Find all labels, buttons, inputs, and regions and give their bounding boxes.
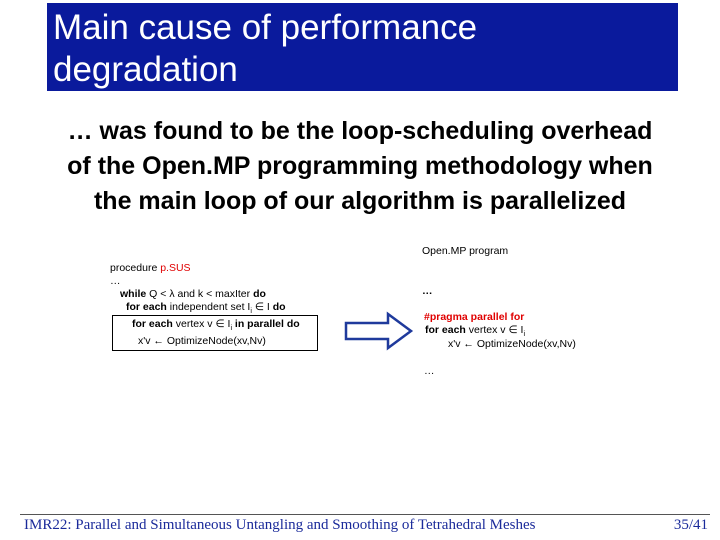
slide-title-line-2: degradation <box>53 50 238 89</box>
body-line-1: … was found to be the loop-scheduling overhead <box>67 117 653 145</box>
foreach-set-keyword: for each <box>126 301 167 313</box>
foreach-vertex-tail: in parallel do <box>232 318 300 331</box>
footer-text: IMR22: Parallel and Simultaneous Untangling and Smoothing of Tetrahedral Meshes <box>24 517 536 533</box>
while-do: do <box>253 288 266 300</box>
footer-divider <box>20 514 710 515</box>
slide-body-text <box>0 114 720 219</box>
procedure-name: p.SUS <box>160 262 191 274</box>
while-line <box>110 288 325 301</box>
openmp-ellipsis-top: … <box>422 285 433 297</box>
foreach-set-subscript: i <box>250 308 252 316</box>
foreach-vertex-keyword: for each <box>132 318 173 331</box>
pragma-line: #pragma parallel for <box>424 311 525 323</box>
slide-title-line-1: Main cause of performance <box>53 8 478 47</box>
procedure-keyword: procedure <box>110 262 161 274</box>
openmp-assign-line: x'v ← OptimizeNode(xv,Nv) <box>448 338 576 350</box>
left-ellipsis: … <box>110 275 121 287</box>
right-arrow-icon <box>344 311 414 351</box>
while-keyword: while <box>120 288 147 300</box>
body-line-3: the main loop of our algorithm is parallelized <box>93 187 626 215</box>
procedure-line <box>110 262 325 275</box>
openmp-header: Open.MP program <box>422 245 509 257</box>
while-condition: Q < λ and k < maxIter <box>146 288 254 300</box>
foreach-set-tail: ∈ I <box>251 301 273 313</box>
openmp-foreach-text: vertex v ∈ I <box>465 324 524 336</box>
openmp-foreach-keyword: for each <box>425 324 466 336</box>
openmp-foreach-subscript: i <box>523 331 525 339</box>
body-line-2: of the Open.MP programming methodology when <box>67 152 653 180</box>
slide-title-box <box>47 3 678 91</box>
page-number: 35/41 <box>673 517 708 533</box>
optimize-assign-line: x'v ← OptimizeNode(xv,Nv) <box>138 335 266 348</box>
foreach-set-do: do <box>272 301 286 313</box>
foreach-vertex-text: vertex v ∈ I <box>172 318 231 331</box>
foreach-set-text: independent set I <box>166 301 251 313</box>
foreach-vertex-subscript: i <box>230 325 232 333</box>
parallel-loop-highlight-box <box>112 315 318 351</box>
openmp-ellipsis-bottom: … <box>424 365 435 377</box>
